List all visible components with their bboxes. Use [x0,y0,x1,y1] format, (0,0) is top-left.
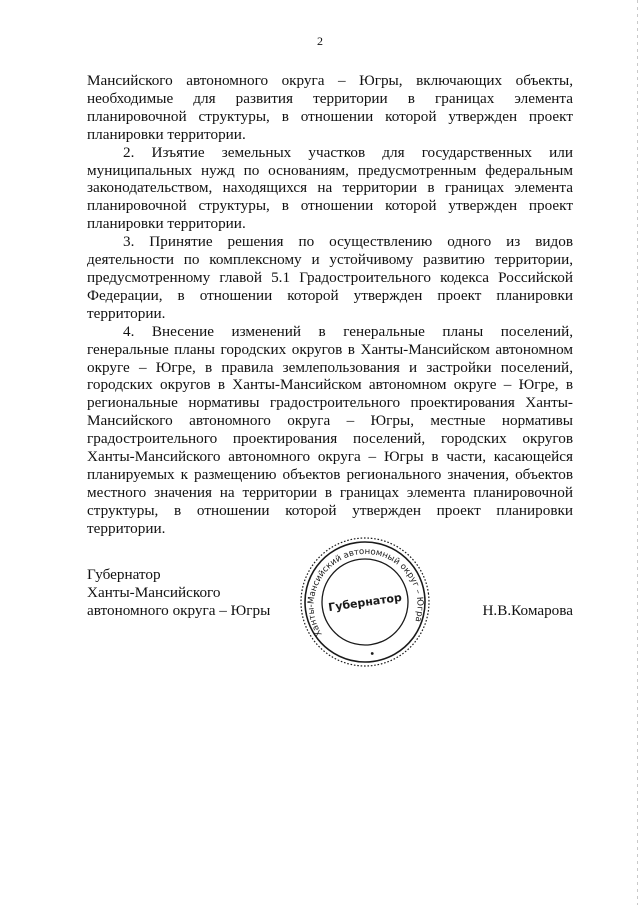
signatory-title-line: Губернатор [87,566,161,583]
paragraph-item-4: 4. Внесение изменений в генеральные планы поселений, генеральные планы городских округов в Ханты-Мансийском автономном округе – Югре, в правила землепользования и застройки поселений, городских округов в Ханты-Мансийском автономном округе – Югре, в региональные нормативы градостроительного проектирования Ханты-Мансийского автономного округа – Югры, местные нормативы градостроительного проектирования поселений, городских округов Ханты-Мансийского автономного округа – Югры в части, касающейся планируемых к размещению объектов регионального значения, объектов местного значения на территории в границах элемента планировочной структуры, в отношении которой утвержден проект планировки территории. [87,322,573,537]
page-number: 2 [317,34,323,48]
seal-dot [371,652,374,655]
seal-center-text: Губернатор [327,590,403,615]
signatory-title [87,566,270,621]
paragraph-item-3: 3. Принятие решения по осуществлению одного из видов деятельности по комплексному и устойчивому развитию территории, предусмотренному главой 5.1 Градостроительного кодекса Российской Федерации, в отношении которой утвержден проект планировки территории. [87,233,573,322]
paragraph-continuation: Мансийского автономного округа – Югры, включающих объекты, необходимые для развития территории в границах элемента планировочной структуры, в отношении которой утвержден проект планировки территории. [87,72,573,143]
signatory-title-line: Ханты-Мансийского [87,584,221,602]
paragraph-item-2: 2. Изъятие земельных участков для государственных или муниципальных нужд по основаниям, предусмотренным федеральным законодательством, находящихся на территории в границах элемента планировочной структуры, в отношении которой утвержден проект планировки территории. [87,143,573,233]
seal-ring-text: Ханты-Мансийский автономный округ – Югра [306,546,425,638]
scan-edge-line [637,0,638,905]
signatory-name: Н.В.Комарова [482,602,573,619]
signatory-title-line: автономного округа – Югры [87,602,271,620]
official-seal [297,534,433,670]
seal-graphic [297,534,433,670]
document-body [87,72,573,538]
